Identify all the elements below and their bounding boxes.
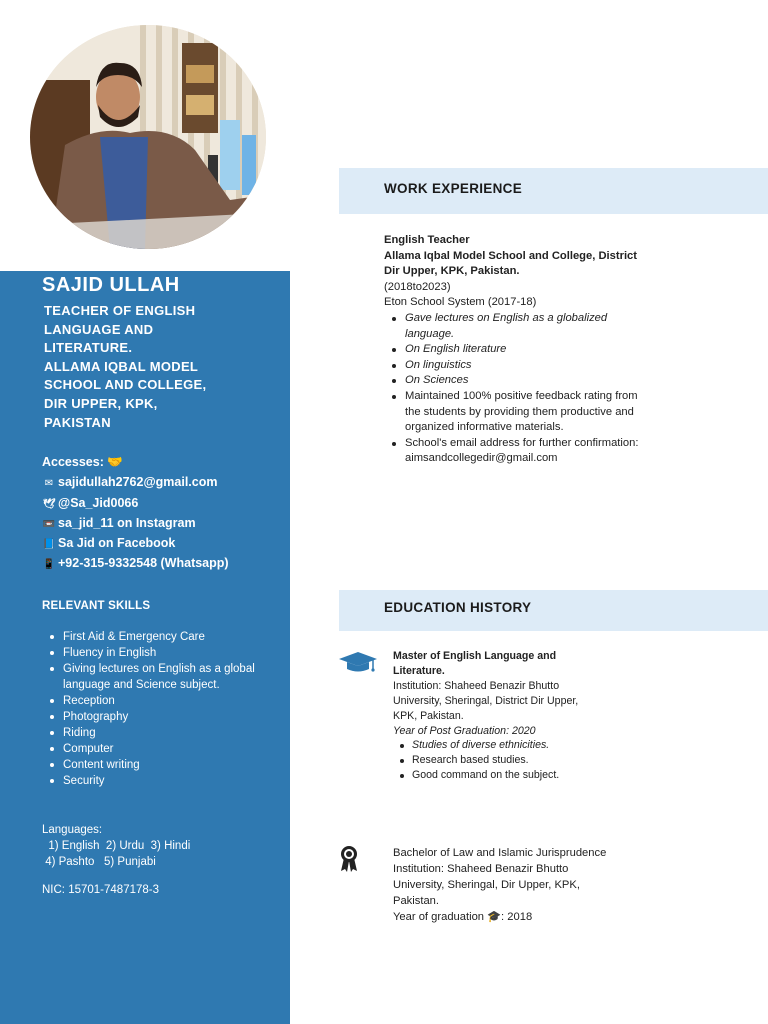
skills-heading: RELEVANT SKILLS [42, 600, 151, 612]
masters-degree [393, 649, 603, 783]
degree-title: Master of English Language and Literature. [393, 650, 557, 677]
work-experience [384, 233, 644, 467]
list-item: Security [42, 773, 277, 789]
candidate-title [44, 302, 274, 432]
profile-photo [30, 25, 266, 249]
list-item: On Sciences [384, 373, 644, 389]
contact-facebook[interactable] [42, 533, 287, 553]
contact-email[interactable] [42, 472, 287, 492]
list-item: On English literature [384, 342, 644, 358]
bird-icon: 🕊 [42, 498, 56, 510]
contact-phone[interactable] [42, 553, 287, 573]
section-title: WORK EXPERIENCE [384, 181, 523, 196]
list-item: Maintained 100% positive feedback rating from the students by providing them productive and organized informative materials. [384, 389, 644, 436]
list-item: Research based studies. [393, 753, 603, 768]
section-title: EDUCATION HISTORY [384, 600, 532, 615]
candidate-name: SAJID ULLAH [42, 274, 180, 296]
job-period: (2018to2023) [384, 280, 451, 293]
list-item: School's email address for further confirmation: aimsandcollegedir@gmail.com [384, 436, 644, 467]
graduation-cap-icon [338, 650, 378, 674]
list-item: Content writing [42, 757, 277, 773]
contact-instagram[interactable] [42, 513, 287, 533]
languages-line: 1) English 2) Urdu 3) Hindi [42, 840, 191, 852]
list-item: Gave lectures on English as a globalized language. [384, 311, 644, 342]
job-employer: Allama Iqbal Model School and College, District Dir Upper, KPK, Pakistan. [384, 249, 638, 278]
list-item: Studies of diverse ethnicities. [393, 738, 603, 753]
title-line: SCHOOL AND COLLEGE, [44, 377, 207, 393]
list-item: Photography [42, 709, 277, 725]
list-item: Reception [42, 693, 277, 709]
accesses-heading: Accesses: 🤝 [42, 455, 123, 469]
job-duties [384, 311, 644, 467]
envelope-icon: ✉ [44, 478, 54, 490]
title-line: PAKISTAN [44, 414, 111, 430]
list-item: First Aid & Emergency Care [42, 629, 277, 645]
contact-text: +92-315-9332548 (Whatsapp) [58, 556, 229, 571]
phone-icon: 📱 [42, 559, 56, 571]
degree-institution: Institution: Shaheed Benazir Bhutto University, Sheringal, District Dir Upper, KPK, Pakistan. [393, 679, 579, 722]
title-line: DIR UPPER, KPK, [44, 395, 158, 411]
award-medal-icon [339, 845, 359, 873]
job-role: English Teacher [384, 234, 470, 246]
work-experience-header [339, 168, 768, 214]
title-line: TEACHER OF ENGLISH [44, 303, 196, 318]
education-history-header [339, 590, 768, 631]
list-item: Good command on the subject. [393, 768, 603, 783]
languages [42, 822, 190, 870]
contact-twitter[interactable] [42, 493, 287, 513]
list-item: On linguistics [384, 358, 644, 374]
previous-job: Eton School System (2017-18) [384, 296, 537, 309]
bachelors-degree [393, 845, 608, 925]
camera-icon: 📼 [42, 518, 56, 530]
degree-year: Year of graduation 🎓: 2018 [393, 911, 533, 923]
degree-notes [393, 738, 603, 783]
degree-title: Bachelor of Law and Islamic Jurisprudence [393, 847, 607, 859]
list-item: Fluency in English [42, 645, 277, 661]
contact-text: @Sa_Jid0066 [58, 495, 139, 510]
contact-text: sa_jid_11 on Instagram [58, 515, 196, 530]
languages-line: 4) Pashto 5) Punjabi [42, 856, 156, 868]
languages-heading: Languages: [42, 824, 103, 836]
contact-text: Sa Jid on Facebook [58, 536, 176, 551]
skills-list [42, 629, 277, 789]
degree-year: Year of Post Graduation: 2020 [393, 724, 536, 737]
degree-institution: Institution: Shaheed Benazir Bhutto University, Sheringal, Dir Upper, KPK, Pakistan. [393, 863, 580, 907]
list-item: Riding [42, 725, 277, 741]
title-line: LITERATURE. [44, 340, 133, 356]
list-item: Giving lectures on English as a global language and Science subject. [42, 661, 277, 693]
nic-number: NIC: 15701-7487178-3 [42, 884, 159, 896]
title-line: ALLAMA IQBAL MODEL [44, 358, 199, 374]
contact-text: sajidullah2762@gmail.com [58, 475, 218, 490]
list-item: Computer [42, 741, 277, 757]
contact-accesses [42, 452, 287, 574]
title-line: LANGUAGE AND [44, 321, 154, 337]
book-icon: 📘 [42, 539, 56, 551]
